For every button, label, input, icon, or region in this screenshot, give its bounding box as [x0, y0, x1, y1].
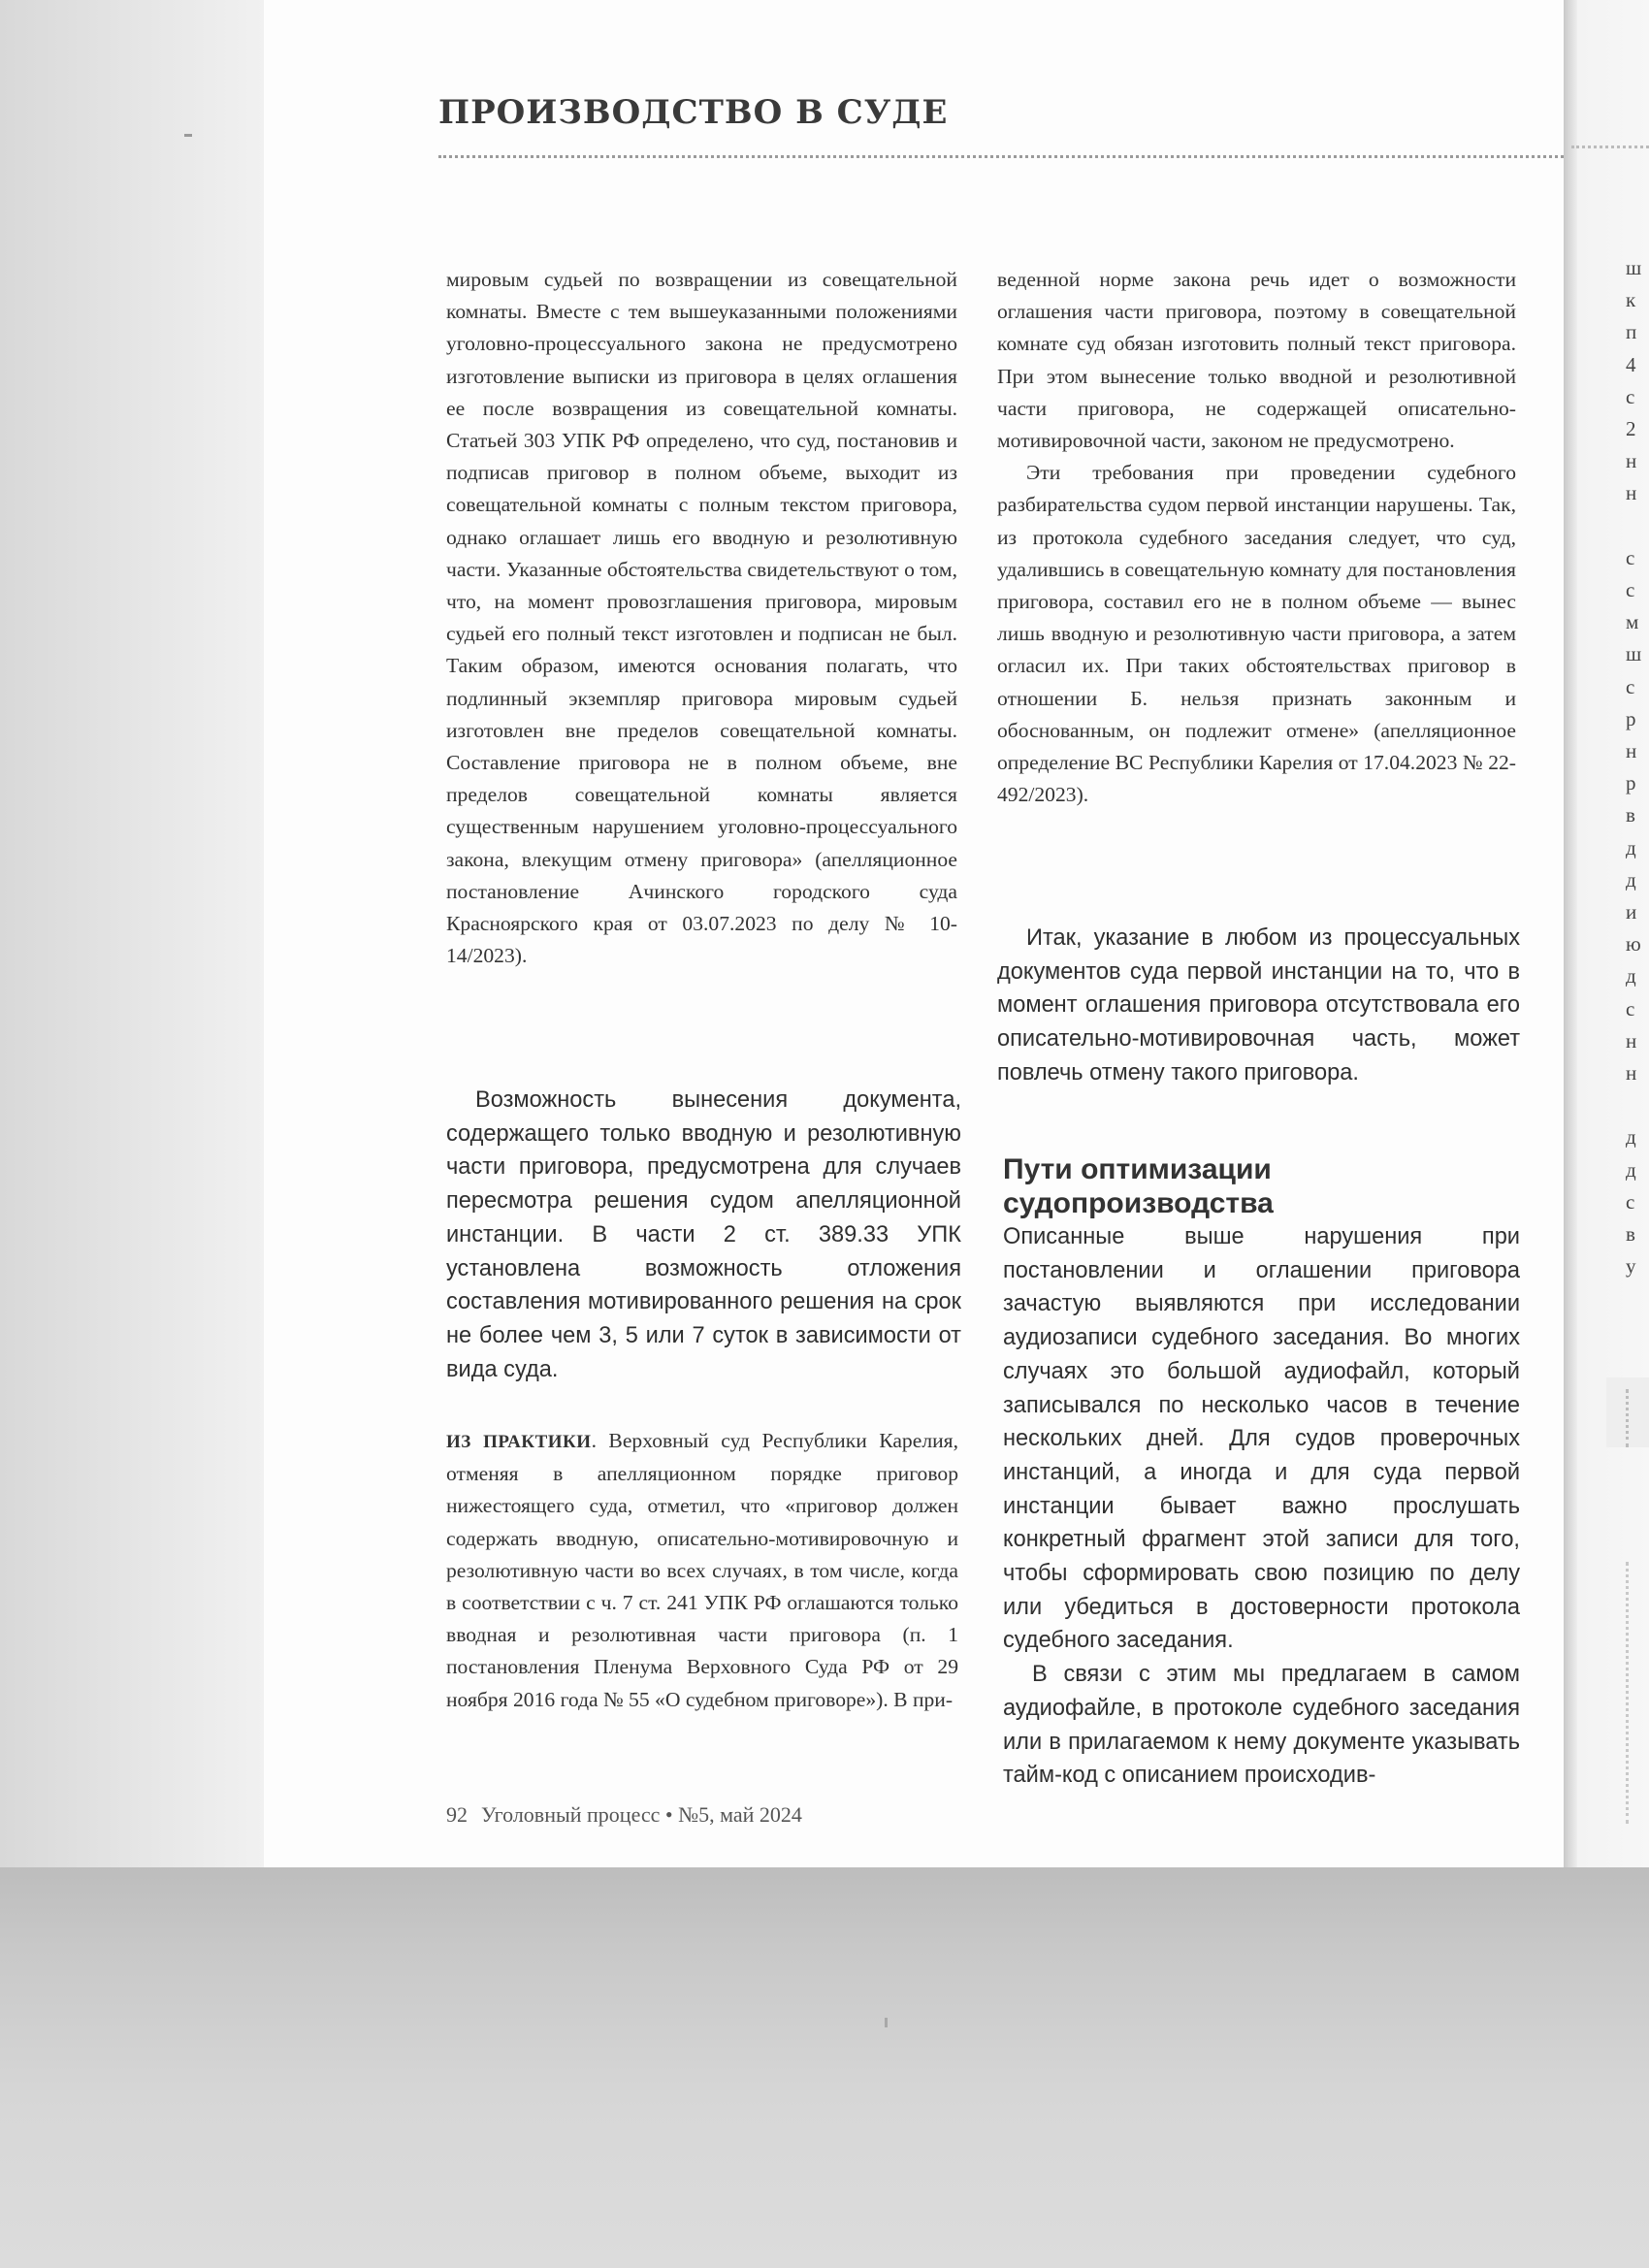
next-page-header-rule — [1571, 146, 1649, 148]
running-head: ПРОИЗВОДСТВО В СУДЕ — [438, 93, 949, 132]
scan-mark — [184, 134, 192, 137]
next-page-line-fragment: ш — [1626, 642, 1642, 666]
next-page-line-fragment: п — [1626, 320, 1637, 344]
next-page-line-fragment: ю — [1626, 932, 1641, 956]
next-page-fragment — [1626, 252, 1649, 1283]
column-1-practice — [446, 1425, 958, 1716]
body-paragraph: Описанные выше нарушения при постановлении и оглашении приговора зачастую выявляются при исследовании аудиозаписи судебного заседания. Во многих случаях это большой аудиофайл, который записывался по несколько часов в течение нескольких дней. Для судов проверочных инстанций, а иногда и для суда первой инстанции бывает важно прослушать конкретный фрагмент этой записи для того, чтобы сформировать свою позицию по делу или убедиться в достоверности протокола судебного заседания. — [1003, 1224, 1520, 1654]
next-page-line-fragment: 2 — [1626, 417, 1636, 441]
column-1-quote — [446, 264, 957, 972]
next-page-line-fragment: с — [1626, 384, 1635, 408]
next-page-line-fragment: д — [1626, 835, 1636, 859]
column-2-conclusion — [997, 922, 1520, 1090]
next-page-line-fragment: у — [1626, 1254, 1636, 1279]
next-page-line-fragment: н — [1626, 481, 1637, 505]
next-page-line-fragment: н — [1626, 1061, 1637, 1085]
practice-continued: Эти требования при проведении судебного разбирательства судом первой инстанции нарушены. Так, из протокола судебного заседания следует, что суд, удалившись в совещательную комнату для постановления приговора, составил его не в полном объеме — вынес лишь вводную и резолютивную части приговора, а затем огласил их. При таких обстоятельствах приговор в отношении Б. нельзя признать законным и обоснованным, он подлежит отмене» (апелляционное определение ВС Республики Карелия от 17.04.2023 № 22-492/2023). — [997, 461, 1516, 807]
practice-text: . Верховный суд Республики Карелия, отменяя в апелляционном порядке приговор нижестоящего суда, отметил, что «приговор должен содержать вводную, описательно-мотивировочную и резолютивную части во всех случаях, в том числе, когда в соответствии с ч. 7 ст. 241 УПК РФ оглашаются только вводная и резолютивная части приговора (п. 1 постановления Пленума Верховного Суда РФ от 29 ноября 2016 года № 55 «О судебном приговоре»). В при- — [446, 1429, 958, 1711]
next-page-line-fragment: с — [1626, 1189, 1635, 1214]
next-page-line-fragment — [1626, 510, 1649, 542]
next-page-line-fragment: н — [1626, 449, 1637, 473]
column-1-body — [446, 1084, 961, 1386]
next-page-line-fragment: с — [1626, 578, 1635, 602]
header-rule — [438, 155, 1564, 158]
scan-left-margin — [0, 0, 264, 1872]
next-page-line-fragment: и — [1626, 900, 1637, 924]
next-page-line-fragment: д — [1626, 964, 1636, 988]
next-page-line-fragment: н — [1626, 739, 1637, 763]
section-subheading-block — [1003, 1152, 1391, 1220]
page-footer — [446, 1802, 816, 1828]
body-paragraph: В связи с этим мы предлагаем в самом аудиофайле, в протоколе судебного заседания или в прилагаемом к нему документе указывать тайм-код с описанием происходив- — [1003, 1662, 1520, 1789]
scan-bottom-band — [0, 1867, 1649, 2268]
practice-paragraph — [446, 1425, 958, 1716]
next-page-line-fragment: в — [1626, 803, 1635, 827]
section-subheading: Пути оптимизации судопроизводства — [1003, 1153, 1274, 1219]
body-paragraph: Возможность вынесения документа, содержащего только вводную и резолютивную части приговора, предусмотрена для случаев пересмотра решения судом апелляционной инстанции. В части 2 ст. 389.33 УПК установлена возможность отложения составления мотивированного решения на срок не более чем 3, 5 или 7 суток в зависимости от вида суда. — [446, 1087, 961, 1382]
practice-label: ИЗ ПРАКТИКИ — [446, 1432, 592, 1452]
next-page-dotted-rule — [1626, 1562, 1629, 1824]
next-page-line-fragment: д — [1626, 1157, 1636, 1182]
next-page-line-fragment: к — [1626, 288, 1636, 312]
column-2-practice — [997, 264, 1516, 811]
next-page-line-fragment: р — [1626, 771, 1636, 795]
next-page-line-fragment: с — [1626, 674, 1635, 698]
scan-mark — [885, 2018, 888, 2027]
conclusion-paragraph: Итак, указание в любом из процессуальных документов суда первой инстанции на то, что в момент оглашения приговора отсутствовала его описательно-мотивировочная часть, может повлечь отмену такого приговора. — [997, 925, 1520, 1085]
spine-shadow — [1564, 0, 1577, 1872]
column-2-body — [1003, 1220, 1520, 1793]
next-page-line-fragment: с — [1626, 545, 1635, 569]
next-page-line-fragment: в — [1626, 1222, 1635, 1247]
next-page-line-fragment: р — [1626, 706, 1636, 730]
next-page-line-fragment: д — [1626, 867, 1636, 891]
next-page-line-fragment: с — [1626, 996, 1635, 1021]
next-page-line-fragment: м — [1626, 610, 1639, 634]
page-number: 92 — [446, 1802, 468, 1827]
quote-paragraph: мировым судьей по возвращении из совещательной комнаты. Вместе с тем вышеуказанными положениями уголовно-процессуального закона не предусмотрено изготовление выписки из приговора в целях оглашения ее после возвращения из совещательной комнаты. Статьей 303 УПК РФ определено, что суд, постановив и подписав приговор в полном объеме, выходит из совещательной комнаты с полным текстом приговора, однако оглашает лишь его вводную и резолютивную части. Указанные обстоятельства свидетельствуют о том, что, на момент провозглашения приговора, мировым судьей его полный текст изготовлен и подписан не был. Таким образом, имеются основания полагать, что подлинный экземпляр приговора мировым судьей изготовлен вне пределов совещательной комнаты. Составление приговора не в полном объеме, вне пределов совещательной комнаты является существенным нарушением уголовно-процессуального закона, влекущим отмену приговора» (апелляционное постановление Ачинского городского суда Красноярского края от 03.07.2023 по делу № 10-14/2023). — [446, 268, 957, 968]
next-page-dotted-rule — [1626, 1389, 1629, 1447]
next-page-line-fragment: д — [1626, 1125, 1636, 1150]
next-page-line-fragment: ш — [1626, 256, 1642, 279]
next-page-line-fragment — [1626, 1089, 1649, 1121]
next-page-line-fragment: н — [1626, 1028, 1637, 1053]
journal-name: Уголовный процесс • №5, май 2024 — [481, 1802, 802, 1827]
practice-continued: веденной норме закона речь идет о возможности оглашения части приговора, поэтому в совещательной комнате суд обязан изготовить полный текст приговора. При этом вынесение только вводной и резолютивной части приговора, не содержащей описательно-мотивировочной части, законом не предусмотрено. — [997, 268, 1516, 453]
next-page-line-fragment: 4 — [1626, 352, 1636, 376]
